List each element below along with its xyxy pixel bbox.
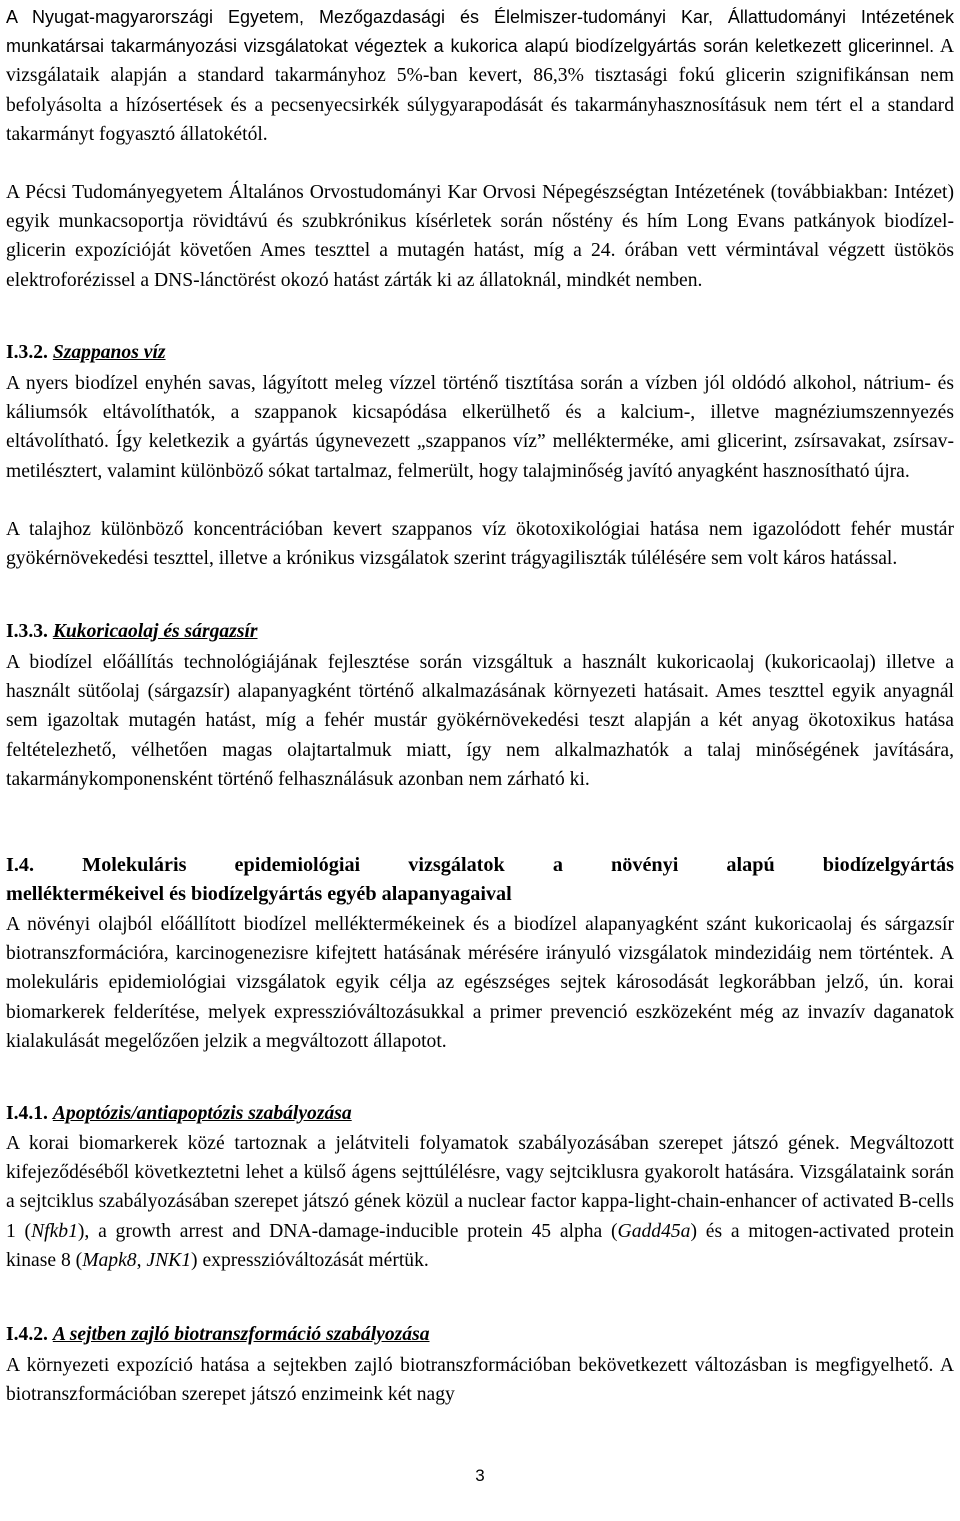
paragraph-soapy-water-ecotox: A talajhoz különböző koncentrációban kevert szappanos víz ökotoxikológiai hatása nem igazolódott fehér mustár gyökérnövekedési teszttel, illetve a krónikus vizsgálatok szerint trágyagiliszták túlélésére sem volt káros hatással.	[6, 519, 954, 570]
heading-1-4-1-number: I.4.1.	[6, 1103, 48, 1124]
paragraph-corn-oil: A biodízel előállítás technológiájának fejlesztése során vizsgáltuk a használt kukoricaolaj (kukoricaolaj) illetve a használt sütőolaj (sárgazsír) alapanyagként történő alkalmazásának környezeti hatásait. Ames teszttel egyik anyagnál sem igazoltak mutagén hatást, míg a fehér mustár gyökérnövekedési teszt alapján a két anyag ökotoxikus hatása feltételezhető, vélhetően magas olajtartalmuk miatt, így nem alkalmazhatók a talaj minőségének javítására, takarmánykomponensként történő felhasználásuk azonban nem zárható ki.	[6, 652, 954, 790]
paragraph-biotransformation: A környezeti expozíció hatása a sejtekben zajló biotranszformációban bekövetkezett változásban is megfigyelhető. A biotranszformációban szerepet játszó enzimeink két nagy	[6, 1355, 954, 1406]
apoptosis-text-5: ) expresszióváltozását mértük.	[191, 1249, 429, 1271]
gene-gadd45a: Gadd45a	[617, 1220, 691, 1242]
heading-1-4-1	[6, 1099, 352, 1128]
paragraph-soapy-water: A nyers biodízel enyhén savas, lágyított meleg vízzel történő tisztítása során a vízben jól oldódó alkohol, nátrium- és káliumsók eltávolíthatók, a szappanok kicsapódása elkerülhető és a kalcium-, illetve magnéziumszennyezés eltávolítható. Így keletkezik a gyártás úgynevezett „szappanos víz” mellékterméke, ami glicerint, zsírsavakat, zsírsav- metilésztert, valamint különböző sókat tartalmaz, felmerült, hogy talajminőség javító anyagként hasznosítható újra.	[6, 373, 954, 482]
heading-1-4-line1: I.4. Molekuláris epidemiológiai vizsgálatok a növényi alapú biodízelgyártás	[6, 854, 954, 876]
apoptosis-text-3: ) és a mitogen-activated protein kinase 8 (	[6, 1220, 955, 1271]
paragraph-pecs-study: A Pécsi Tudományegyetem Általános Orvostudományi Kar Orvosi Népegészségtan Intézetének (továbbiakban: Intézet) egyik munkacsoportja rövidtávú és szubkrónikus kísérletek során nőstény és hím Long Evans patkányok biodízel-glicerin expozícióját követően Ames teszttel a mutagén hatást, míg a 24. órában vett vérmintával végzett üstökös elektroforézissel a DNS-lánctörést okozó hatást zárták ki az állatoknál, mindkét nemben.	[6, 182, 954, 291]
heading-1-3-3-number: I.3.3.	[6, 621, 48, 642]
paragraph-glycerin-feeding	[6, 3, 954, 149]
apoptosis-text-1: A korai biomarkerek közé tartoznak a jelátviteli folyamatok szabályozásában szerepet játszó gének. Megváltozott kifejeződéséből következtetni lehet a külső ágens sejttúlélésre, vagy sejtciklusra gyakorolt hatására. Vizsgálataink során a sejtciklus szabályozásában szerepet játszó gének közül a nuclear factor kappa-light-chain-enhancer of activated B-cells 1 (	[6, 1133, 954, 1242]
heading-1-3-2-number: I.3.2.	[6, 342, 48, 363]
apoptosis-text-2: ), a growth arrest and DNA-damage-inducible protein 45 alpha (	[77, 1220, 618, 1242]
gene-nfkb1: Nfkb1	[31, 1220, 78, 1242]
gene-jnk1: JNK1	[146, 1249, 192, 1271]
heading-1-4-2	[6, 1320, 430, 1349]
heading-1-4	[6, 851, 954, 909]
heading-1-3-3-title: Kukoricaolaj és sárgazsír	[52, 621, 258, 642]
heading-1-4-2-title: A sejtben zajló biotranszformáció szabályozása	[52, 1324, 430, 1345]
paragraph-apoptosis	[6, 1129, 954, 1275]
paragraph-glycerin-feeding-part2: A vizsgálataik alapján a standard takarmányhoz 5%-ban kevert, 86,3% tisztasági fokú glicerin szignifikánsan nem befolyásolta a hízósertések és a pecsenyecsirkék súlygyarapodását és takarmányhasznosításuk nem tért el a standard takarmányt fogyasztó állatokétól.	[6, 36, 955, 145]
heading-1-4-2-number: I.4.2.	[6, 1324, 48, 1345]
apoptosis-text-4: ,	[136, 1249, 147, 1271]
paragraph-glycerin-feeding-part1: A Nyugat-magyarországi Egyetem, Mezőgazdasági és Élelmiszer-tudományi Kar, Állattudományi Intézetének munkatársai takarmányozási vizsgálatokat végeztek a kukorica alapú biodízelgyártás során keletkezett glicerinnel.	[6, 7, 954, 57]
heading-1-4-line2: melléktermékeivel és biodízelgyártás egyéb alapanyagaival	[6, 883, 512, 906]
paragraph-molecular-epidemiology: A növényi olajból előállított biodízel melléktermékeinek és a biodízel alapanyagként szánt kukoricaolaj és sárgazsír biotranszformációra, karcinogenezisre kifejtett hatásának mérésére irányuló vizsgálatok mindezidáig nem történtek. A molekuláris epidemiológiai vizsgálatok egyik célja az egészséges sejtek károsodását legkorábban jelző, ún. korai biomarkerek felderítése, melyek expresszióváltozásukkal a primer prevenció eszközeként még az invazív daganatok kialakulását megelőzően jelzik a megváltozott állapotot.	[6, 914, 954, 1052]
heading-1-3-2	[6, 338, 166, 367]
heading-1-3-3	[6, 617, 258, 646]
page-number: 3	[475, 1466, 485, 1485]
gene-mapk8: Mapk8	[82, 1249, 137, 1271]
heading-1-3-2-title: Szappanos víz	[52, 342, 166, 363]
heading-1-4-1-title: Apoptózis/antiapoptózis szabályozása	[52, 1103, 352, 1124]
